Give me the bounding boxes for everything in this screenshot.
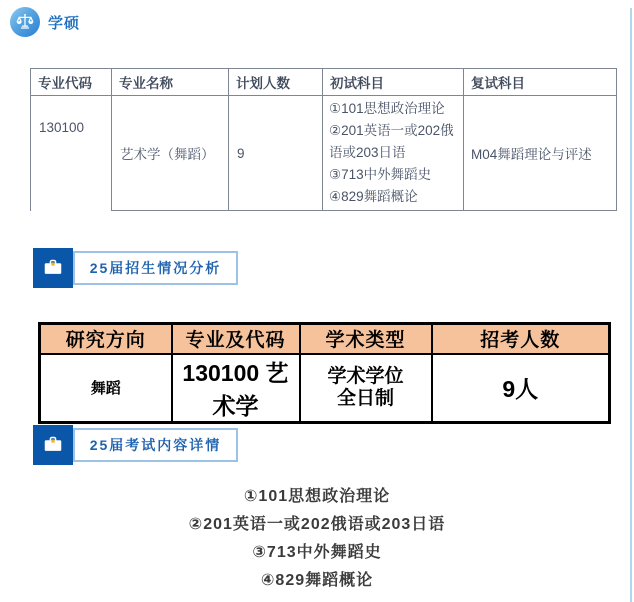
admission-table — [30, 68, 617, 211]
initial-subject-item: ①101思想政治理论 — [329, 101, 445, 116]
exam-subject-item: ④829舞蹈概论 — [260, 572, 374, 589]
analysis-table-row — [40, 354, 610, 423]
exam-subject-item: ③713中外舞蹈史 — [252, 544, 382, 561]
analysis-table — [38, 322, 611, 424]
major-code-cell: 130100 — [31, 96, 112, 211]
col-header-research-direction: 研究方向 — [40, 324, 172, 354]
major-name-cell: 艺术学（舞蹈） — [112, 96, 229, 211]
briefcase-icon — [33, 425, 73, 465]
initial-subject-item: ②201英语一或202俄语或203日语 — [329, 123, 454, 160]
col-header-initial-subjects: 初试科目 — [323, 69, 464, 96]
exam-detail-section-button[interactable] — [33, 425, 238, 465]
briefcase-icon — [33, 248, 73, 288]
analysis-table-header-row — [40, 324, 610, 354]
exam-subject-item: ②201英语一或202俄语或203日语 — [188, 516, 446, 533]
degree-type-cell — [300, 354, 432, 423]
retest-subject-cell: M04舞蹈理论与评述 — [464, 96, 617, 211]
col-header-major-and-code: 专业及代码 — [172, 324, 300, 354]
initial-subject-item: ④829舞蹈概论 — [329, 189, 418, 204]
exam-subjects-list — [0, 483, 634, 595]
col-header-major-name: 专业名称 — [112, 69, 229, 96]
research-direction-cell: 舞蹈 — [40, 354, 172, 423]
col-header-planned-count: 计划人数 — [229, 69, 323, 96]
col-header-degree-type: 学术类型 — [300, 324, 432, 354]
exam-detail-button-label: 25届考试内容详情 — [73, 428, 238, 462]
admission-table-header-row — [31, 69, 617, 96]
enrollment-count-cell: 9人 — [432, 354, 610, 423]
scales-icon — [10, 7, 40, 37]
section-header-label: 学硕 — [48, 14, 81, 32]
section-header-xueshuo — [10, 7, 80, 37]
col-header-major-code: 专业代码 — [31, 69, 112, 96]
col-header-retest-subjects: 复试科目 — [464, 69, 617, 96]
degree-type-line: 学术学位 — [327, 365, 404, 387]
major-and-code-cell: 130100 艺术学 — [172, 354, 300, 423]
initial-subject-item: ③713中外舞蹈史 — [329, 167, 432, 182]
exam-subject-item: ①101思想政治理论 — [243, 488, 391, 505]
col-header-enrollment-count: 招考人数 — [432, 324, 610, 354]
initial-subjects-cell — [323, 96, 464, 211]
analysis-button-label: 25届招生情况分析 — [73, 251, 238, 285]
analysis-section-button[interactable] — [33, 248, 238, 288]
admission-table-row — [31, 96, 617, 211]
degree-type-line: 全日制 — [336, 387, 394, 409]
planned-count-cell: 9 — [229, 96, 323, 211]
